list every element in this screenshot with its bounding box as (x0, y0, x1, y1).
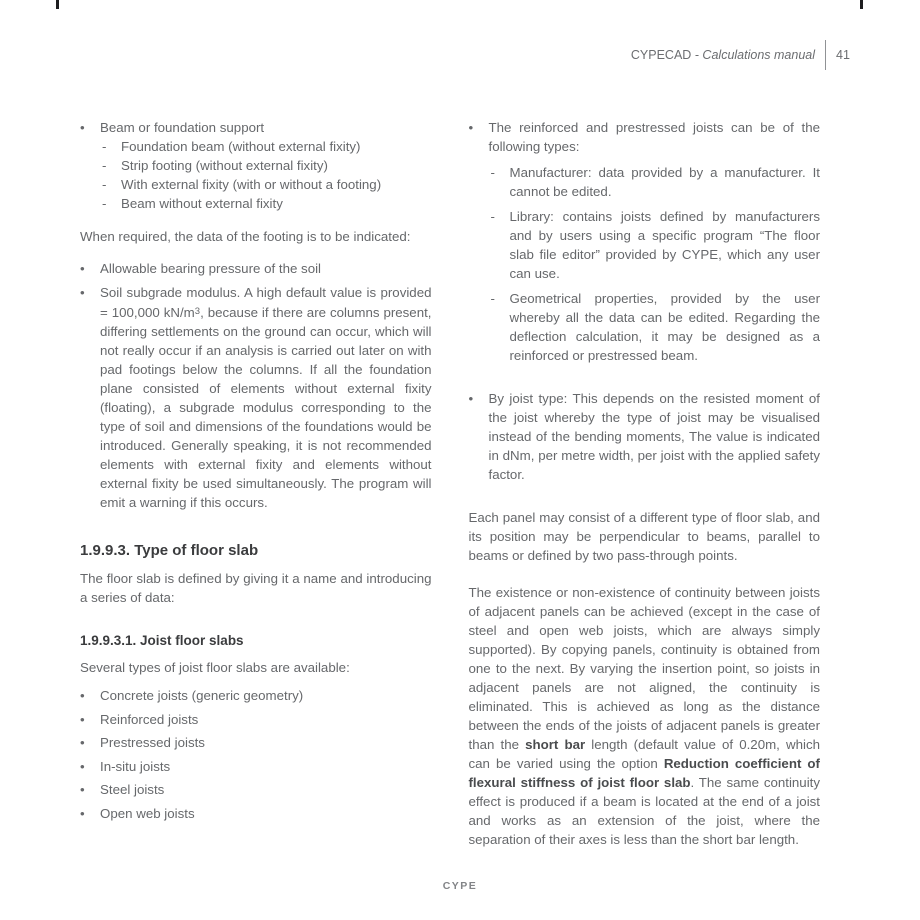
list-item-steel-joists (80, 780, 432, 799)
dash-marker: - (102, 158, 107, 173)
brand-logo-text: CYPE (442, 880, 478, 892)
bullet-marker: • (80, 735, 85, 750)
bullet-marker: • (80, 120, 85, 135)
continuity-text: The existence or non-existence of continuity between joists of adjacent panels can be achieved (except in the case of steel and open web joists, which are always simply supported). By copying panels, continuity is obtained from one to the next. By varying the insertion point, so joists in adjacent panels are not aligned, the continuity is eliminated. This is achieved as long as the distance between the ends of the joists of adjacent panels is greater than the (468, 585, 820, 752)
continuity-paragraph (469, 583, 821, 849)
list-item-text: Allowable bearing pressure of the soil (100, 261, 322, 276)
page-footer (0, 876, 920, 894)
list-item-joist-kinds (469, 118, 821, 156)
list-subitem-text: Beam without external fixity (121, 196, 283, 211)
list-item-concrete-joists (80, 686, 432, 705)
list-item-text: In-situ joists (100, 758, 171, 774)
list-subitem-text: Geometrical properties, provided by the user whereby all the data can be edited. Regarding the deflection calculation, it may be designed as a reinforced or prestressed beam. (509, 291, 820, 363)
list-subitem-text: With external fixity (with or without a footing) (121, 177, 382, 192)
list-item-support (80, 118, 432, 137)
continuity-text: . The same continuity effect is produced if a beam is located at the end of a joist and works as an extension of the joist, where the separation of their axes is less than the short bar length. (468, 775, 820, 847)
bullet-marker: • (80, 782, 85, 797)
crop-mark (56, 0, 59, 9)
list-item-reinforced-joists (80, 710, 432, 729)
header-divider (825, 40, 826, 70)
left-column (80, 118, 432, 849)
list-subitem (80, 175, 432, 194)
list-subitem (80, 156, 432, 175)
bullet-marker: • (468, 120, 474, 135)
dash-marker: - (490, 291, 495, 306)
list-item-text: Beam or foundation support (100, 120, 265, 135)
subgrade-text: , because if there are columns present, differing settlements on the ground can occur, which will not really occur if an analysis is carried out later on with pad footings below the columns. If all the foundation plane consisted of elements without external fixity (floating), a subgrade modulus corresponding to the type of soil and dimensions of the foundations would be introduced. Generally speaking, it is not recommended elements with external fixity and elements without external fixity be used simultaneously. The program will emit a warning if this occurs. (100, 305, 432, 510)
bullet-marker: • (80, 261, 85, 276)
joist-type-list (80, 686, 432, 823)
list-item-subgrade-modulus (80, 283, 432, 512)
list-subitem (80, 194, 432, 213)
bullet-marker: • (80, 758, 85, 774)
list-item-insitu-joists (80, 757, 432, 776)
list-subitem-library (469, 207, 821, 283)
dash-marker: - (490, 209, 495, 224)
dash-marker: - (102, 196, 107, 211)
list-subitem-manufacturer (469, 163, 821, 201)
continuity-text: length (default value of 0.20m, which can be varied using the option (468, 737, 820, 771)
list-item-text: Prestressed joists (100, 735, 205, 750)
list-subitem-text: Strip footing (without external fixity) (121, 158, 328, 173)
superscript-3: 3 (194, 306, 201, 317)
list-item-text: Open web joists (100, 805, 195, 821)
list-item-text: Steel joists (100, 782, 165, 797)
bullet-marker: • (80, 285, 85, 300)
list-subitem-geometrical (469, 289, 821, 365)
header-subtitle: - Calculations manual (691, 48, 815, 62)
list-item-text (100, 283, 432, 512)
floor-slab-intro-paragraph: The floor slab is defined by giving it a name and introducing a series of data: (80, 571, 432, 605)
right-column (469, 118, 821, 849)
crop-mark (860, 0, 863, 9)
page-number: 41 (836, 48, 850, 62)
header-title (631, 48, 815, 62)
continuity-bold-short-bar: short bar (525, 737, 586, 752)
header-brand: CYPECAD (630, 48, 692, 62)
continuity-bold-option: Reduction coefficient of flexural stiffness of joist floor slab (468, 756, 820, 790)
panel-paragraph: Each panel may consist of a different type of floor slab, and its position may be perpendicular to beams, parallel to beams or defined by two pass-through points. (468, 510, 820, 563)
bullet-marker: • (80, 805, 85, 821)
list-item-text: Concrete joists (generic geometry) (100, 688, 304, 703)
list-item-by-joist-type (469, 389, 821, 484)
list-item-text: By joist type: This depends on the resisted moment of the joist whereby the type of joist may be visualised instead of the bending moments, The value is indicated in dNm, per metre width, per joist with the applied safety factor. (488, 391, 820, 482)
list-subitem (80, 137, 432, 156)
list-subitem-text: Library: contains joists defined by manufacturers and by users using a specific program “The floor slab file editor” provided by CYPE, which any user can use. (509, 209, 820, 281)
section-heading-type-of-floor-slab: 1.9.9.3. Type of floor slab (80, 542, 259, 559)
list-subitem-text: Foundation beam (without external fixity) (121, 139, 361, 154)
joist-intro-paragraph: Several types of joist floor slabs are available: (80, 660, 350, 675)
bullet-marker: • (80, 688, 85, 703)
dash-marker: - (102, 139, 107, 154)
list-item-prestressed-joists (80, 733, 432, 752)
dash-marker: - (102, 177, 107, 192)
content-columns (80, 118, 820, 849)
subgrade-text: Soil subgrade modulus. A high default value is provided = 100,000 kN/m (100, 285, 432, 320)
page-header (631, 40, 854, 70)
list-item-bearing-pressure (80, 259, 432, 278)
bullet-marker: • (80, 711, 85, 727)
list-subitem-text: Manufacturer: data provided by a manufacturer. It cannot be edited. (509, 165, 820, 199)
list-item-text: Reinforced joists (100, 711, 199, 727)
bullet-marker: • (468, 391, 474, 406)
subsection-heading-joist-floor-slabs: 1.9.9.3.1. Joist floor slabs (80, 633, 244, 648)
dash-marker: - (490, 165, 495, 180)
list-item-open-web-joists (80, 804, 432, 823)
footing-intro-paragraph: When required, the data of the footing is to be indicated: (80, 229, 411, 244)
list-item-text: The reinforced and prestressed joists can be of the following types: (488, 120, 820, 154)
